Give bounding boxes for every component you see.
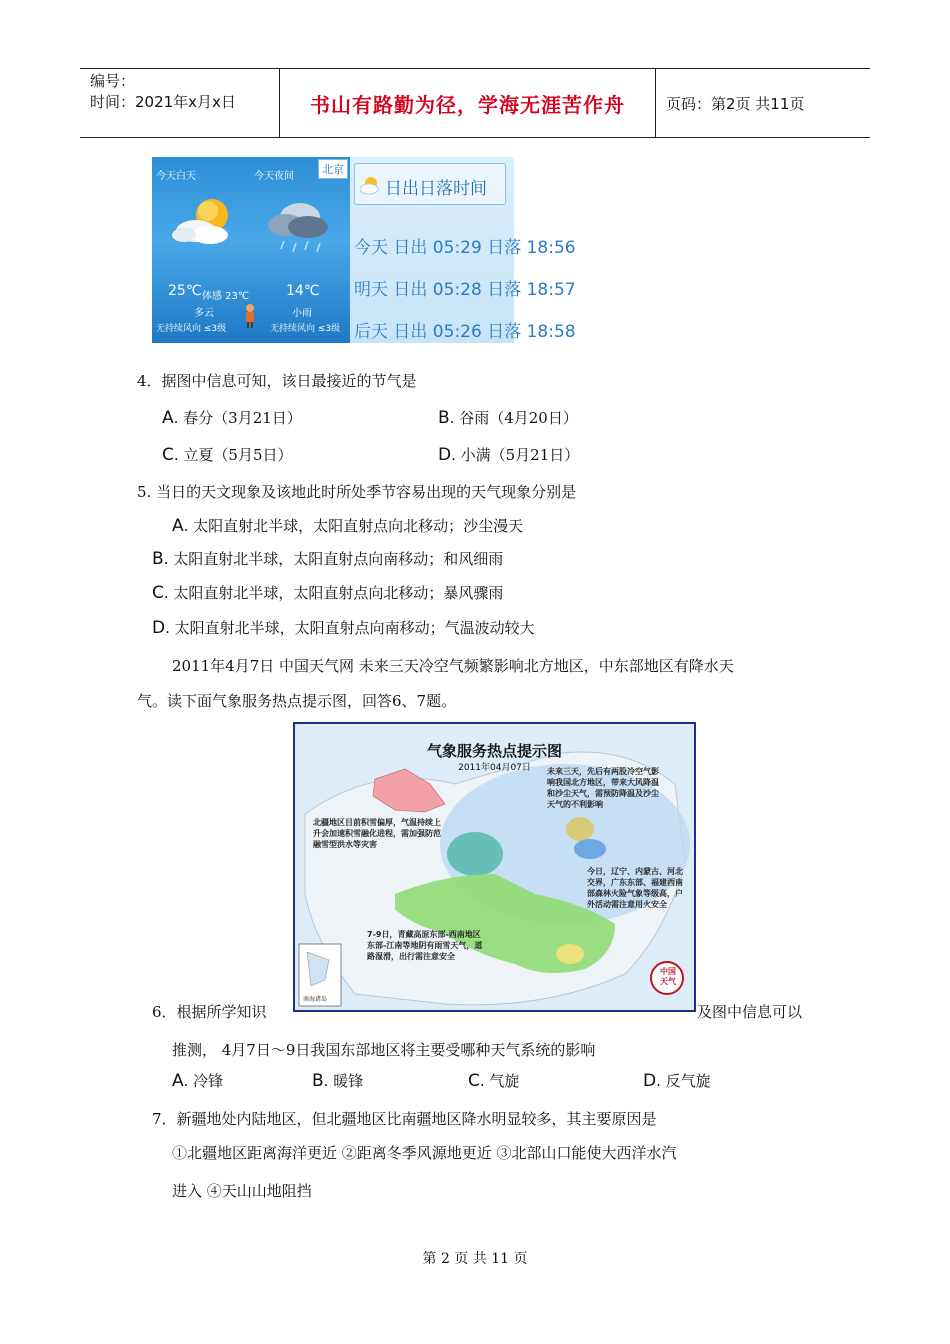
weather-widget <box>152 157 576 343</box>
night-wind: 无持续风向 ≤3级 <box>270 324 341 334</box>
option-letter: D <box>643 1071 657 1091</box>
option-letter: A <box>162 408 174 428</box>
option-letter: D <box>438 445 452 465</box>
option-text: . 太阳直射北半球，太阳直射点向北移动；暴风骤雨 <box>163 584 504 602</box>
page-info: 页码：第2页 共11页 <box>666 94 805 113</box>
number-label: 编号： <box>90 72 136 90</box>
note-north: 未来三天，先后有两股冷空气影响我国北方地区，带来大风降温和沙尘天气，需预防降温及沙尘天气的不利影响 <box>547 767 659 809</box>
sun-cloud-icon <box>359 174 381 196</box>
intro-line-1: 2011年4月7日 中国天气网 未来三天冷空气频繁影响北方地区，中东部地区有降水天 <box>172 657 734 675</box>
night-weather: 小雨 <box>292 308 312 319</box>
option-text: . 气旋 <box>479 1072 520 1090</box>
sunrise-title-box <box>354 163 506 205</box>
q5-option-b <box>152 548 503 569</box>
q7-line3: 进入 ④天山山地阻挡 <box>172 1182 312 1200</box>
sun-row-dayafter: 后天 日出 05:26 日落 18:58 <box>354 322 576 342</box>
today-day-label: 今天白天 <box>156 171 196 182</box>
option-text: . 春分（3月21日） <box>173 409 302 427</box>
q6-option-d <box>643 1070 711 1091</box>
q5-option-a <box>172 515 523 536</box>
page-header <box>80 68 870 138</box>
figure-icon <box>244 303 256 329</box>
option-letter: C <box>152 583 164 603</box>
q5-stem: 5. 当日的天文现象及该地此时所处季节容易出现的天气现象分别是 <box>137 483 577 501</box>
q6-stem-right: 及图中信息可以 <box>697 1003 803 1021</box>
q4-stem: 4．据图中信息可知，该日最接近的节气是 <box>137 372 417 390</box>
intro-line-2: 气。读下面气象服务热点提示图，回答6、7题。 <box>137 692 457 710</box>
q6-option-b <box>312 1070 363 1091</box>
inset-label: 南海诸岛 <box>303 996 328 1003</box>
q6-option-a <box>172 1070 223 1091</box>
city-label: 北京 <box>318 159 348 179</box>
option-letter: B <box>312 1071 324 1091</box>
option-letter: A <box>172 1071 184 1091</box>
option-text: . 太阳直射北半球，太阳直射点向北移动；沙尘漫天 <box>183 517 524 535</box>
q5-option-d <box>152 617 535 638</box>
option-letter: C <box>162 445 174 465</box>
option-letter: C <box>468 1071 480 1091</box>
q6-stem-line2: 推测， 4月7日～9日我国东部地区将主要受哪种天气系统的影响 <box>172 1041 596 1059</box>
motto: 书山有路勤为径，学海无涯苦作舟 <box>310 92 625 117</box>
map-date: 2011年04月07日 <box>458 763 531 773</box>
note-xinjiang: 北疆地区目前积雪偏厚，气温持续上升会加速积雪融化进程，需加强防范融雪型洪水等灾害 <box>313 818 441 849</box>
rain-cloud-icon <box>264 197 336 259</box>
option-text: . 立夏（5月5日） <box>173 446 293 464</box>
header-motto-cell <box>280 69 656 137</box>
q4-option-b <box>438 407 578 428</box>
option-text: . 谷雨（4月20日） <box>449 409 578 427</box>
day-temperature: 25℃ <box>168 283 202 299</box>
option-text: . 冷锋 <box>183 1072 224 1090</box>
option-letter: D <box>152 618 166 638</box>
day-weather: 多云 <box>194 308 214 319</box>
sunrise-sunset-panel <box>350 157 576 343</box>
q4-option-a <box>162 407 302 428</box>
note-east: 今日，辽宁、内蒙古、河北交界，广东东部、福建西南部森林火险气象等级高，户外活动需注意用火安全 <box>587 867 683 909</box>
sun-title: 日出日落时间 <box>385 179 487 199</box>
tonight-label: 今天夜间 <box>254 171 294 182</box>
option-letter: A <box>172 516 184 536</box>
seal-text: 中国天气 <box>660 967 676 986</box>
sun-row-tomorrow: 明天 日出 05:28 日落 18:57 <box>354 280 576 300</box>
option-text: . 太阳直射北半球，太阳直射点向南移动；气温波动较大 <box>165 619 535 637</box>
weather-hotspot-map <box>293 722 696 1012</box>
option-text: . 暖锋 <box>323 1072 364 1090</box>
q4-option-d <box>438 444 579 465</box>
q5-option-c <box>152 582 503 603</box>
option-text: . 小满（5月21日） <box>451 446 580 464</box>
option-text: . 太阳直射北半球，太阳直射点向南移动；和风细雨 <box>163 550 504 568</box>
sun-row-today: 今天 日出 05:29 日落 18:56 <box>354 238 576 258</box>
forecast-panel <box>152 157 350 343</box>
night-temperature: 14℃ <box>286 283 320 299</box>
q6-option-c <box>468 1070 519 1091</box>
q4-option-c <box>162 444 293 465</box>
date-label: 时间：2021年x月x日 <box>90 93 236 111</box>
feels-like: 体感 23℃ <box>202 291 250 302</box>
option-text: . 反气旋 <box>656 1072 711 1090</box>
note-south: 7-9日，青藏高原东部-西南地区东部-江南等地阴有雨雪天气，道路湿滑，出行需注意安全 <box>367 930 483 961</box>
header-meta <box>80 69 280 137</box>
q7-stem: 7．新疆地处内陆地区，但北疆地区比南疆地区降水明显较多，其主要原因是 <box>152 1110 657 1128</box>
option-letter: B <box>152 549 164 569</box>
page-footer: 第 2 页 共 11 页 <box>422 1251 528 1267</box>
day-wind: 无持续风向 ≤3级 <box>156 324 227 334</box>
q6-stem-left: 6．根据所学知识 <box>152 1003 267 1021</box>
partly-cloudy-icon <box>170 191 242 251</box>
map-title: 气象服务热点提示图 <box>426 742 562 760</box>
q7-line2: ①北疆地区距离海洋更近 ②距离冬季风源地更近 ③北部山口能使大西洋水汽 <box>172 1144 677 1162</box>
option-letter: B <box>438 408 450 428</box>
